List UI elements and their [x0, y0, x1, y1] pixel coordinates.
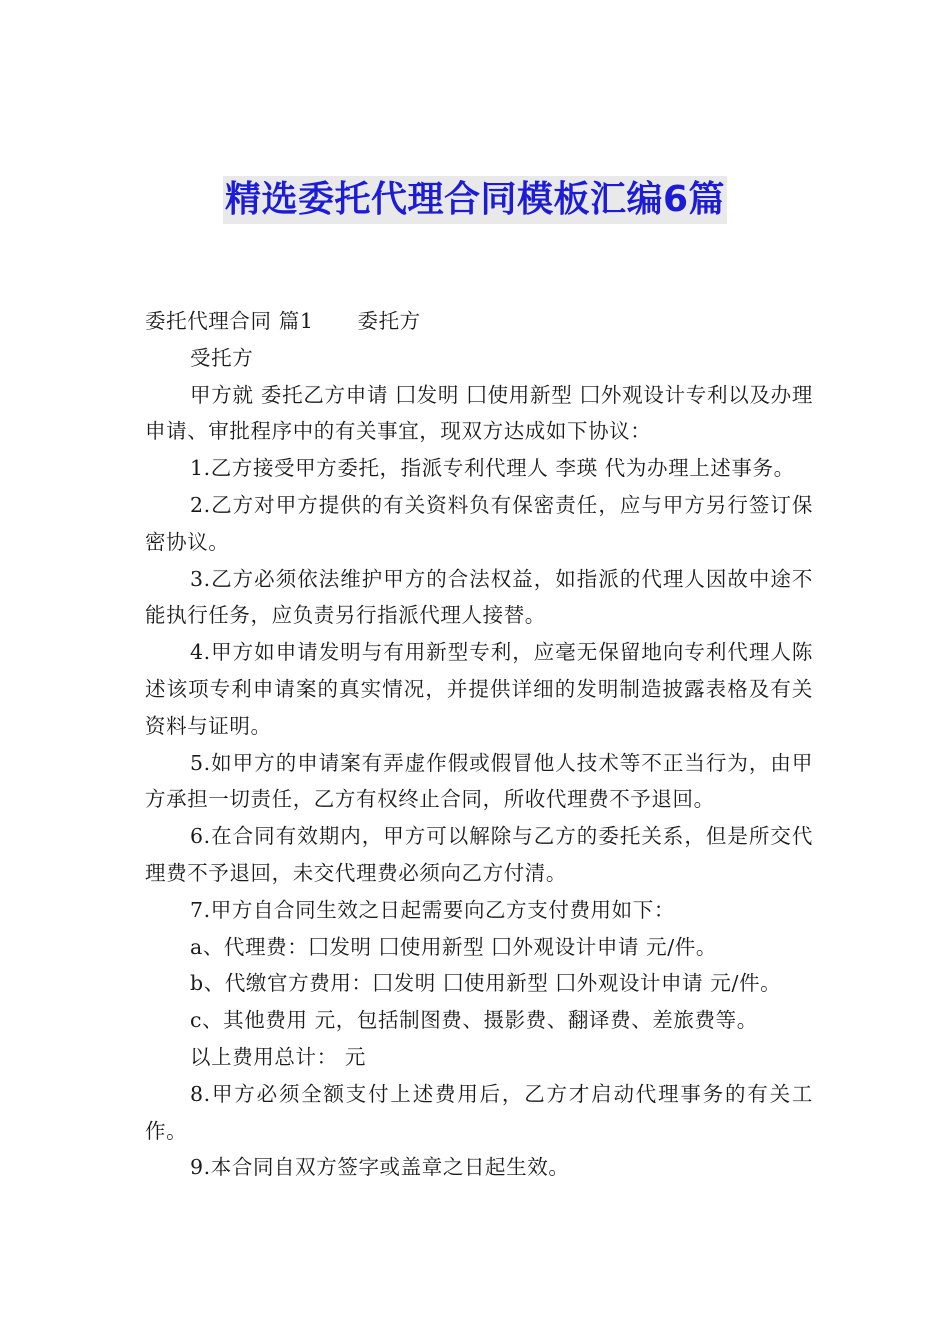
document-body — [145, 303, 813, 1186]
paragraph-clause-1: 1.乙方接受甲方委托，指派专利代理人 李瑛 代为办理上述事务。 — [190, 456, 795, 481]
paragraph-clause-2: 2.乙方对甲方提供的有关资料负有保密责任，应与甲方另行签订保密协议。 — [145, 492, 813, 554]
paragraph-fee-a: a、代理费：囗发明 囗使用新型 囗外观设计申请 元/件。 — [190, 934, 717, 959]
paragraph-clause-4: 4.甲方如申请发明与有用新型专利，应毫无保留地向专利代理人陈述该项专利申请案的真实情况，并提供详细的发明制造披露表格及有关资料与证明。 — [145, 640, 813, 738]
paragraph-fee-total: 以上费用总计： 元 — [190, 1044, 366, 1069]
agent-label: 受托方 — [190, 345, 254, 370]
paragraph-clause-5: 5.如甲方的申请案有弄虚作假或假冒他人技术等不正当行为，由甲方承担一切责任，乙方有权终止合同，所收代理费不予退回。 — [145, 750, 813, 812]
paragraph-clause-6: 6.在合同有效期内，甲方可以解除与乙方的委托关系，但是所交代理费不予退回，未交代理费必须向乙方付清。 — [145, 824, 813, 885]
paragraph-fee-c: c、其他费用 元，包括制图费、摄影费、翻译费、差旅费等。 — [190, 1008, 758, 1033]
contract-heading-line — [145, 303, 813, 340]
principal-label: 委托方 — [357, 309, 421, 333]
paragraph-clause-9: 9.本合同自双方签字或盖章之日起生效。 — [190, 1155, 570, 1180]
document-title: 精选委托代理合同模板汇编6篇 — [223, 176, 727, 224]
title-container — [0, 176, 950, 224]
contract-heading: 委托代理合同 篇1 — [145, 309, 314, 333]
paragraph-clause-3: 3.乙方必须依法维护甲方的合法权益，如指派的代理人因故中途不能执行任务，应负责另行指派代理人接替。 — [145, 566, 813, 628]
paragraph-clause-7: 7.甲方自合同生效之日起需要向乙方支付费用如下： — [190, 897, 675, 922]
paragraph-clause-8: 8.甲方必须全额支付上述费用后，乙方才启动代理事务的有关工作。 — [145, 1081, 813, 1143]
paragraph-intro: 甲方就 委托乙方申请 囗发明 囗使用新型 囗外观设计专利以及办理申请、审批程序中的有关事宜，现双方达成如下协议： — [145, 382, 813, 444]
paragraph-fee-b: b、代缴官方费用：囗发明 囗使用新型 囗外观设计申请 元/件。 — [190, 971, 782, 996]
